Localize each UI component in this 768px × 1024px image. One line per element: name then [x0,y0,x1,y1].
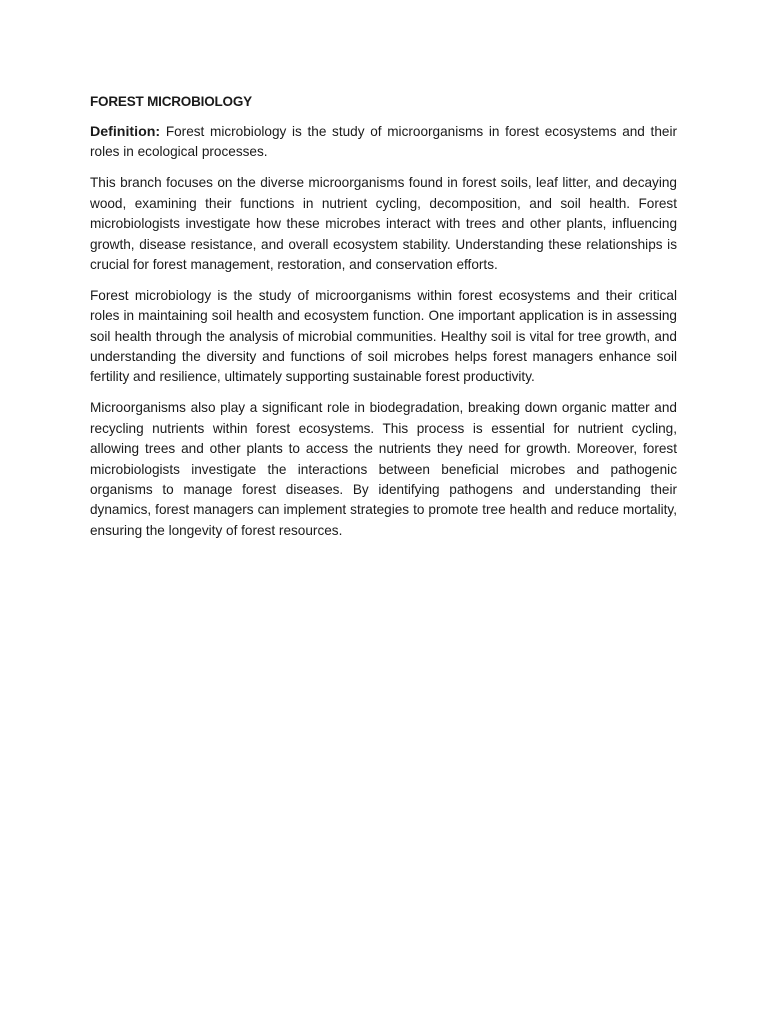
body-paragraph-1: This branch focuses on the diverse microorganisms found in forest soils, leaf litter, and decaying wood, examining their functions in nutrient cycling, decomposition, and soil health. Forest microbiologists investigate how these microbes interact with trees and other plants, influencing growth, disease resistance, and overall ecosystem stability. Understanding these relationships is crucial for forest management, restoration, and conservation efforts. [90,175,677,272]
body-paragraph-2: Forest microbiology is the study of microorganisms within forest ecosystems and their critical roles in maintaining soil health and ecosystem function. One important application is in assessing soil health through the analysis of microbial communities. Healthy soil is vital for tree growth, and understanding the diversity and functions of soil microbes helps forest managers enhance soil fertility and resilience, ultimately supporting sustainable forest productivity. [90,287,677,385]
definition-text: Forest microbiology is the study of microorganisms in forest ecosystems and their roles in ecological processes. [90,124,677,160]
definition-label: Definition: [90,124,161,140]
definition-paragraph [90,122,677,163]
document-title: FOREST MICROBIOLOGY [90,94,252,109]
document-page [90,92,677,552]
body-paragraph-3: Microorganisms also play a significant role in biodegradation, breaking down organic matter and recycling nutrients within forest ecosystems. This process is essential for nutrient cycling, allowing trees and other plants to access the nutrients they need for growth. Moreover, forest microbiologists investigate the interactions between beneficial microbes and pathogenic organisms to manage forest diseases. By identifying pathogens and understanding their dynamics, forest managers can implement strategies to promote tree health and reduce mortality, ensuring the longevity of forest resources. [90,400,677,538]
